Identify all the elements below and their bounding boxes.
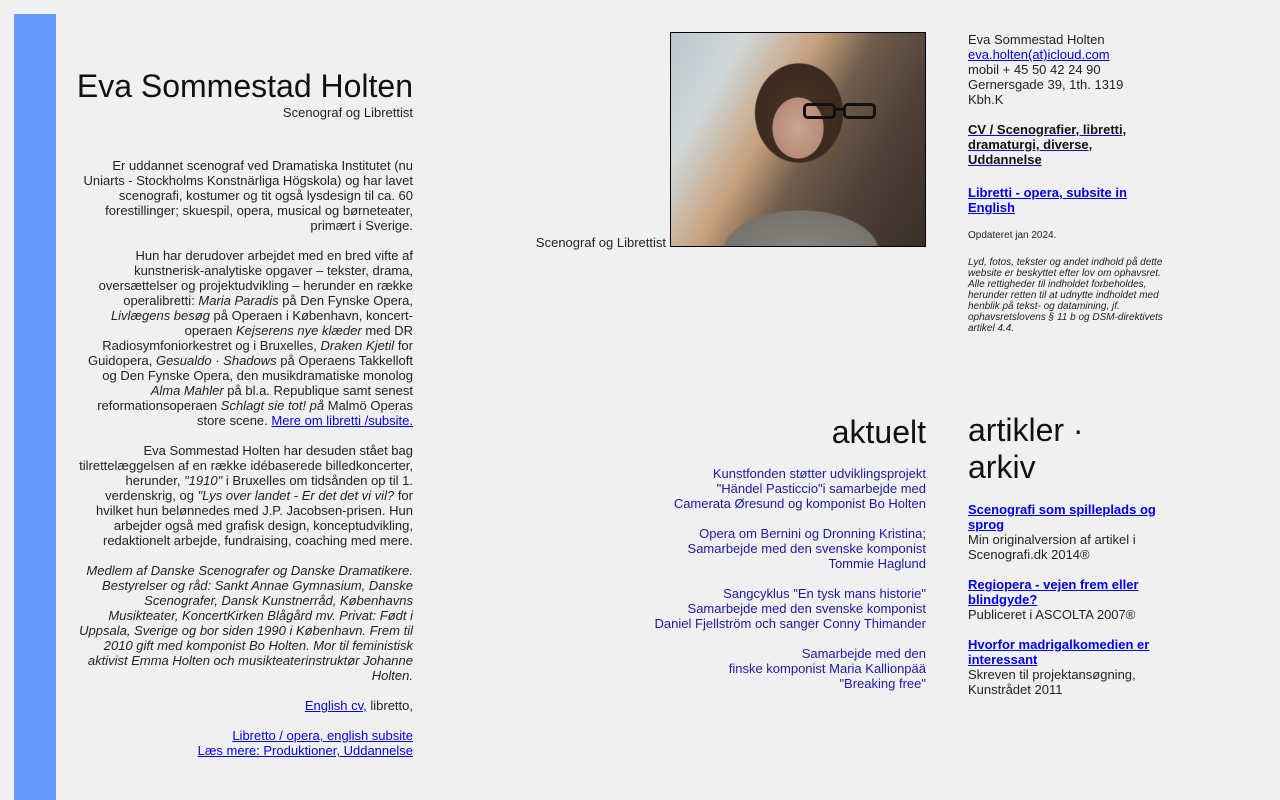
work-title: "1910"	[184, 473, 223, 488]
news-item-bernini[interactable]: Opera om Bernini og Dronning Kristina; Samarbejde med den svenske komponist Tommie Haglund	[687, 526, 926, 571]
bio-text: på Den Fynske Opera,	[278, 293, 413, 308]
article-link[interactable]: Regiopera - vejen frem eller blindgyde?	[968, 577, 1139, 607]
bio-text: på Operaens Takkelloft og Den Fynske Opera, den musikdramatiske monolog	[102, 353, 413, 383]
bio-text: for hvilket hun belønnedes med J.P. Jacobsen-prisen. Hun arbejder også med grafisk design, konceptudvikling, redaktionelt arbejde, fundraising, coaching med mere.	[95, 488, 413, 548]
page-subtitle: Scenograf og Librettist	[282, 105, 413, 120]
subsite-links	[76, 728, 413, 758]
libretto-english-subsite-link[interactable]: Libretto / opera, english subsite	[232, 728, 413, 743]
news-item-haendel[interactable]: Kunstfonden støtter udviklingsprojekt "Händel Pasticcio"i samarbejde med Camerata Øresund og komponist Bo Holten	[673, 466, 926, 511]
right-column	[968, 32, 1163, 349]
libretti-english-link[interactable]: Libretti - opera, subsite in English	[968, 185, 1127, 215]
bio-paragraph-libretti	[76, 248, 413, 428]
copyright-notice: Lyd, fotos, tekster og andet indhold på dette website er beskyttet efter lov om ophavsret. Alle rettigheder til indholdet forbeholdes, herunder retten til at udnytte indholdet med henblik på tekst- og datamining, jf. ophavsretslovens § 11 b og DSM-direktivets artikel 4.4.	[968, 257, 1163, 334]
contact-name: Eva Sommestad Holten	[968, 32, 1105, 47]
article-item	[968, 637, 1163, 697]
article-item	[968, 502, 1163, 562]
glasses-detail	[803, 103, 879, 121]
page-title: Eva Sommestad Holten	[76, 68, 413, 104]
email-link[interactable]: eva.holten(at)icloud.com	[968, 47, 1110, 62]
photo-block	[500, 32, 926, 248]
work-title: Livlægens besøg	[110, 308, 210, 323]
bio-text: Eva Sommestad Holten har desuden stået bag tilrettelæggelsen af en række idébaserede billedkoncerter, herunder,	[79, 443, 413, 488]
contact-info	[968, 32, 1163, 107]
work-title: Schlagt sie tot! på	[220, 398, 325, 413]
news-item-sangcyklus[interactable]: Sangcyklus "En tysk mans historie" Samarbejde med den svenske komponist Daniel Fjellström och sanger Conny Thimander	[654, 586, 926, 631]
work-title: Alma Mahler	[150, 383, 224, 398]
contact-address-line2: Kbh.K	[968, 92, 1004, 107]
article-description: Min originalversion af artikel i Scenografi.dk 2014®	[968, 532, 1136, 562]
news-item-breaking-free[interactable]: Samarbejde med den finske komponist Maria Kallionpää "Breaking free"	[728, 646, 926, 691]
cv-link[interactable]: CV / Scenografier, libretti, dramaturgi, diverse, Uddannelse	[968, 122, 1127, 167]
bio-paragraph-education: Er uddannet scenograf ved Dramatiska Institutet (nu Uniarts - Stockholms Konstnärliga Högskola) og har lavet scenografi, kostumer og tit også lysdesign til ca. 60 forestillinger; skuespil, opera, musical og børneteater, primært i Sverige.	[83, 158, 413, 233]
left-links	[76, 698, 413, 758]
article-link[interactable]: Hvorfor madrigalkomedien er interessant	[968, 637, 1150, 667]
updated-date: Opdateret jan 2024.	[968, 230, 1057, 241]
article-description: Skreven til projektansøgning, Kunstrådet 2011	[968, 667, 1136, 697]
articles-heading: artikler · arkiv	[968, 412, 1084, 485]
bio-paragraph-memberships	[76, 563, 413, 683]
english-cv-suffix: libretto,	[366, 698, 413, 713]
bio-text: Malmö Operas store scene.	[196, 398, 413, 428]
portrait-photo	[670, 32, 926, 247]
work-title: Maria Paradis	[198, 293, 279, 308]
bio-text: i Bruxelles om tidsånden op til 1. verdenskrig, og	[105, 473, 413, 503]
photo-caption: Scenograf og Librettist	[535, 235, 666, 250]
article-item	[968, 577, 1163, 622]
bio-paragraph-concerts	[76, 443, 413, 548]
bio-text: med DR Radiosymfoniorkestret og i Bruxelles,	[102, 323, 413, 353]
english-cv-link[interactable]: English cv,	[304, 698, 367, 713]
articles-section	[968, 412, 1163, 712]
news-section	[600, 412, 926, 706]
news-heading: aktuelt	[831, 414, 926, 450]
bio-text: for Guidopera,	[88, 338, 413, 368]
contact-address-line1: Gernersgade 39, 1th. 1319	[968, 77, 1124, 92]
article-link[interactable]: Scenografi som spilleplads og sprog	[968, 502, 1156, 532]
contact-phone: mobil + 45 50 42 24 90	[968, 62, 1101, 77]
work-title: Kejserens nye klæder	[235, 323, 362, 338]
bio-text: Medlem af Danske Scenografer og Danske Dramatikere. Bestyrelser og råd: Sankt Annae Gymnasium, Danske Scenografer, Dansk Kunstnerråd, Københavns Musikteater, KoncertKirken Blågård mv. Privat: Født i Uppsala, Sverige og bor siden 1990 i København. Frem til 2010 gift med komponist Bo Holten. Mor til feministisk aktivist Emma Holten och musikteaterinstruktør Johanne Holten.	[79, 563, 413, 683]
bio-text: på bl.a. Republique samt senest reformationsoperaen	[97, 383, 413, 413]
work-title: Draken Kjetil	[320, 338, 395, 353]
work-title: "Lys over landet - Er det det vi vil?	[197, 488, 395, 503]
work-title: Gesualdo · Shadows	[155, 353, 277, 368]
bio	[76, 158, 413, 683]
libretti-subsite-link[interactable]: Mere om libretti /subsite.	[271, 413, 413, 428]
side-color-bar	[14, 14, 56, 800]
english-cv-line	[76, 698, 413, 713]
bio-text: på Operaen i København, koncert-operaen	[184, 308, 413, 338]
left-column	[76, 68, 413, 758]
bio-text: Hun har derudover arbejdet med en bred vifte af kunstnerisk-analytiske opgaver – tekster, drama, oversættelser og projektudvikling – herunder en række operalibretti:	[98, 248, 413, 308]
article-description: Publiceret i ASCOLTA 2007®	[968, 607, 1136, 622]
read-more-link[interactable]: Læs mere: Produktioner, Uddannelse	[197, 743, 413, 758]
